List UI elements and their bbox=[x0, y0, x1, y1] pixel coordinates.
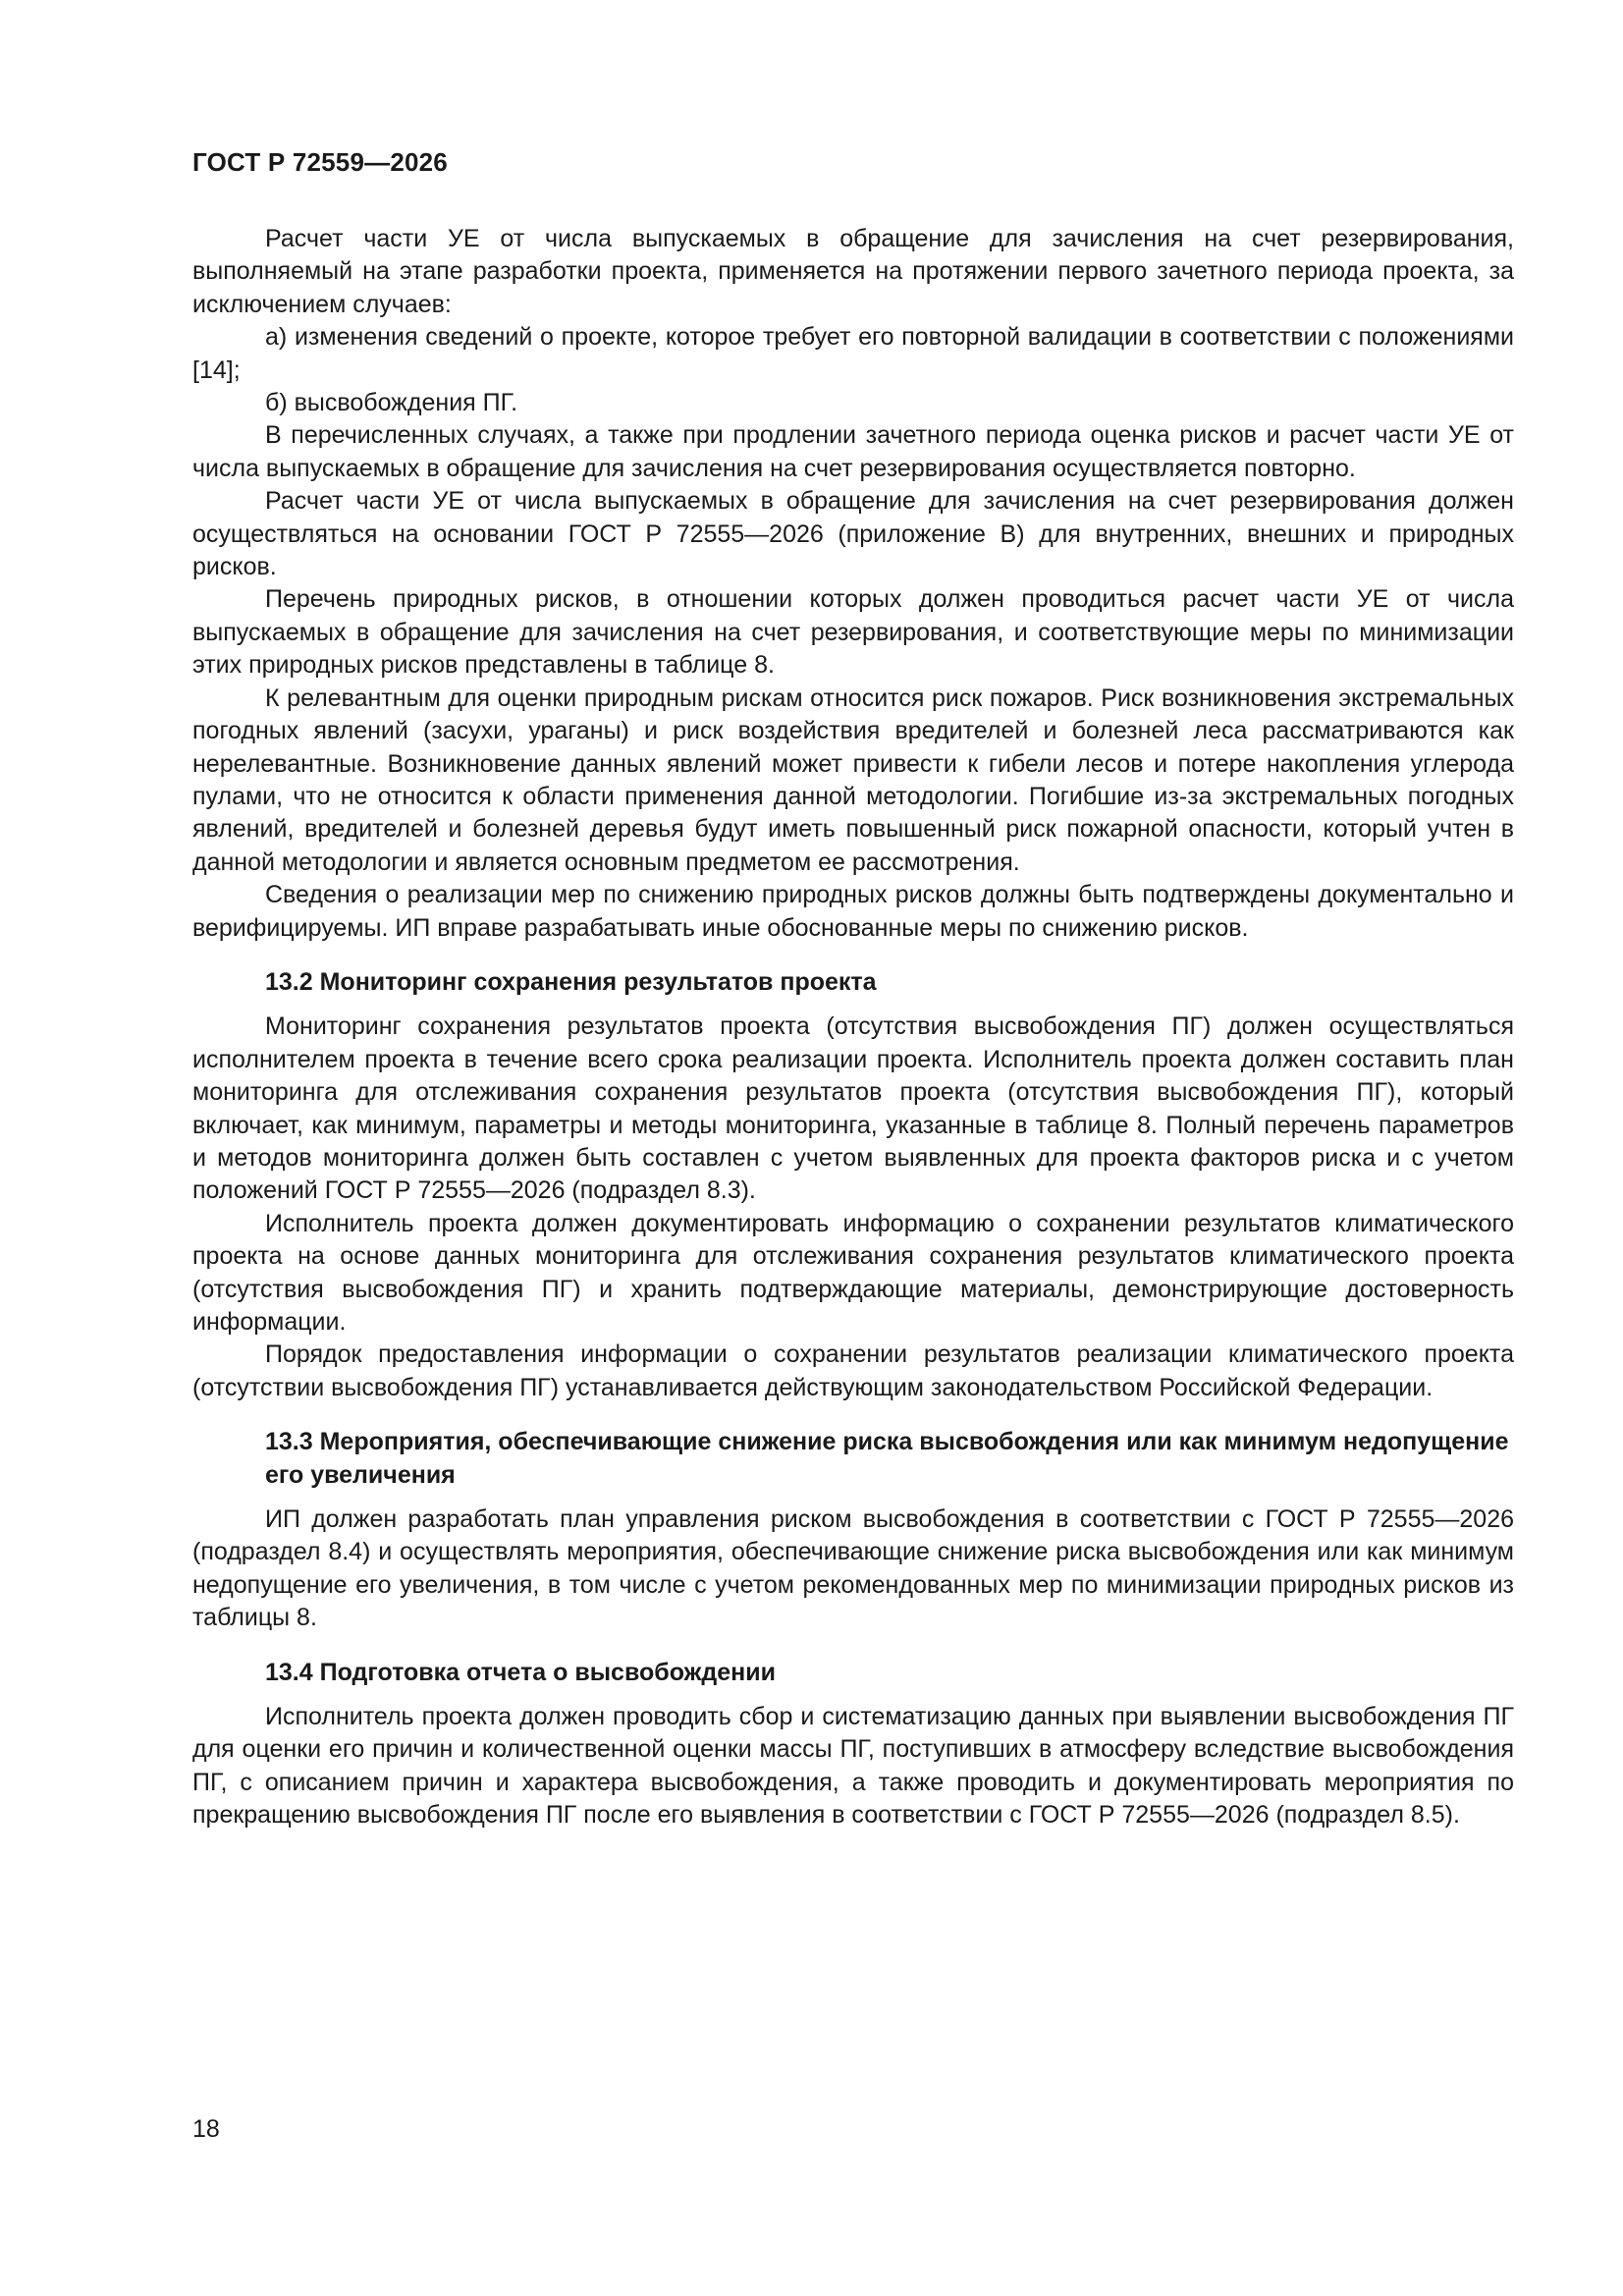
paragraph-13-2-2: Исполнитель проекта должен документировать информацию о сохранении результатов климатического проекта на основе данных мониторинга для отслеживания сохранения результатов климатического проекта (отсутствия высвобождения ПГ) и хранить подтверждающие материалы, демонстрирующие достоверность информации. bbox=[192, 1209, 1514, 1336]
paragraph-13-3-1: ИП должен разработать план управления риском высвобождения в соответствии с ГОСТ Р 72555—2026 (подраздел 8.4) и осуществлять мероприятия, обеспечивающие снижение риска высвобождения или как минимум недопущение его увеличения, в том числе с учетом рекомендованных мер по минимизации природных рисков из таблицы 8. bbox=[192, 1505, 1514, 1632]
paragraph-intro-5: Расчет части УЕ от числа выпускаемых в обращение для зачисления на счет резервирования должен осуществляться на основании ГОСТ Р 72555—2026 (приложение В) для внутренних, внешних и природных рисков. bbox=[192, 487, 1514, 581]
section-title-13-3: 13.3 Мероприятия, обеспечивающие снижение риска высвобождения или как минимум недопущение его увеличения bbox=[265, 1428, 1509, 1489]
paragraph-intro-item-a: а) изменения сведений о проекте, которое требует его повторной валидации в соответствии с положениями [14]; bbox=[192, 323, 1514, 384]
paragraph-intro-item-b: б) высвобождения ПГ. bbox=[265, 389, 518, 417]
paragraph-intro-4: В перечисленных случаях, а также при продлении зачетного периода оценка рисков и расчет части УЕ от числа выпускаемых в обращение для зачисления на счет резервирования осуществляется повторно. bbox=[192, 421, 1514, 482]
section-title-13-4: 13.4 Подготовка отчета о высвобождении bbox=[265, 1658, 776, 1686]
paragraph-13-4-1: Исполнитель проекта должен проводить сбор и систематизацию данных при выявлении высвобождения ПГ для оценки его причин и количественной оценки массы ПГ, поступивших в атмосферу вследствие высвобождения ПГ, с описанием причин и характера высвобождения, а также проводить и документировать мероприятия по прекращению высвобождения ПГ после его выявления в соответствии с ГОСТ Р 72555—2026 (подраздел 8.5). bbox=[192, 1703, 1514, 1830]
paragraph-13-2-1: Мониторинг сохранения результатов проекта (отсутствия высвобождения ПГ) должен осуществляться исполнителем проекта в течение всего срока реализации проекта. Исполнитель проекта должен составить план мониторинга для отслеживания сохранения результатов проекта (отсутствия высвобождения ПГ), который включает, как минимум, параметры и методы мониторинга, указанные в таблице 8. Полный перечень параметров и методов мониторинга должен быть составлен с учетом выявленных для проекта факторов риска и с учетом положений ГОСТ Р 72555—2026 (подраздел 8.3). bbox=[192, 1012, 1514, 1205]
page-content bbox=[192, 223, 1514, 1832]
paragraph-intro-8: Сведения о реализации мер по снижению природных рисков должны быть подтверждены документально и верифицируемы. ИП вправе разрабатывать иные обоснованные меры по снижению рисков. bbox=[192, 881, 1514, 942]
section-spacer bbox=[192, 1635, 1514, 1657]
section-spacer bbox=[192, 1492, 1514, 1503]
section-spacer bbox=[192, 1404, 1514, 1426]
section-title-13-2: 13.2 Мониторинг сохранения результатов проекта bbox=[265, 967, 877, 996]
page-number: 18 bbox=[192, 2115, 220, 2143]
paragraph-13-2-3: Порядок предоставления информации о сохранении результатов реализации климатического проекта (отсутствии высвобождения ПГ) устанавливается действующим законодательством Российской Федерации. bbox=[192, 1340, 1514, 1401]
paragraph-intro-6: Перечень природных рисков, в отношении которых должен проводиться расчет части УЕ от числа выпускаемых в обращение для зачисления на счет резервирования, и соответствующие меры по минимизации этих природных рисков представлены в таблице 8. bbox=[192, 585, 1514, 680]
section-spacer bbox=[192, 945, 1514, 966]
paragraph-intro-1: Расчет части УЕ от числа выпускаемых в обращение для зачисления на счет резервирования, выполняемый на этапе разработки проекта, применяется на протяжении первого зачетного периода проекта, за исключением случаев: bbox=[192, 225, 1514, 318]
section-spacer bbox=[192, 999, 1514, 1011]
section-spacer bbox=[192, 1689, 1514, 1701]
standard-code-header: ГОСТ Р 72559—2026 bbox=[192, 147, 448, 177]
paragraph-intro-7: К релевантным для оценки природным рискам относится риск пожаров. Риск возникновения экстремальных погодных явлений (засухи, ураганы) и риск воздействия вредителей и болезней леса рассматриваются как нерелевантные. Возникновение данных явлений может привести к гибели лесов и потере накопления углерода пулами, что не относится к области применения данной методологии. Погибшие из-за экстремальных погодных явлений, вредителей и болезней деревья будут иметь повышенный риск пожарной опасности, который учтен в данной методологии и является основным предметом ее рассмотрения. bbox=[192, 683, 1514, 876]
